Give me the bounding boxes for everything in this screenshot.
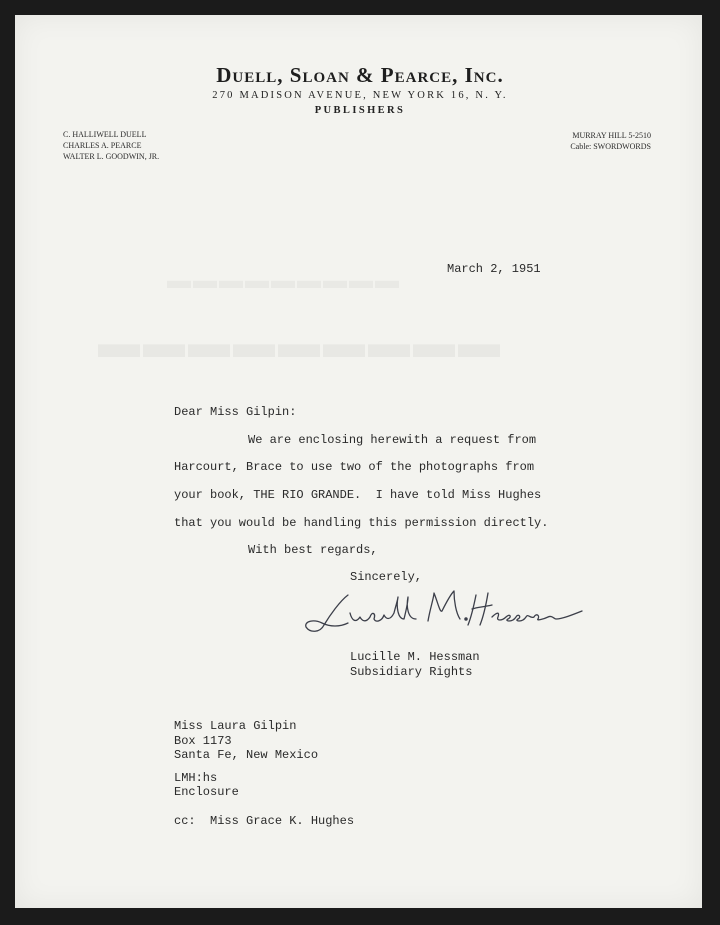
letterhead-address: 270 MADISON AVENUE, NEW YORK 16, N. Y. bbox=[212, 90, 508, 101]
recipient-line: Miss Laura Gilpin bbox=[174, 719, 297, 733]
letterhead-company-name: Duell, Sloan & Pearce, Inc. bbox=[216, 63, 504, 87]
recipient-line: Santa Fe, New Mexico bbox=[174, 748, 319, 762]
body-line: We are enclosing herewith a request from bbox=[248, 433, 537, 447]
salutation: Dear Miss Gilpin: bbox=[174, 405, 297, 419]
signer-title: Subsidiary Rights bbox=[350, 665, 473, 679]
partner-name: CHARLES A. PEARCE bbox=[63, 141, 142, 150]
enclosure-note: Enclosure bbox=[174, 785, 239, 799]
body-line: your book, THE RIO GRANDE. I have told Miss Hughes bbox=[174, 488, 542, 502]
letterhead-partners bbox=[63, 129, 159, 162]
recipient-line: Box 1173 bbox=[174, 734, 232, 748]
cc-line: cc: Miss Grace K. Hughes bbox=[174, 814, 355, 828]
body-line: that you would be handling this permission directly. bbox=[174, 516, 549, 530]
letter-date: March 2, 1951 bbox=[447, 262, 541, 276]
cable-address: Cable: SWORDWORDS bbox=[570, 142, 651, 151]
partner-name: C. HALLIWELL DUELL bbox=[63, 130, 147, 139]
handwritten-signature bbox=[300, 583, 585, 643]
closing: Sincerely, bbox=[350, 570, 423, 584]
bleed-through-mark bbox=[95, 320, 500, 368]
partner-name: WALTER L. GOODWIN, JR. bbox=[63, 152, 160, 161]
body-line: With best regards, bbox=[248, 543, 378, 557]
letterhead-contact bbox=[520, 130, 651, 152]
bleed-through-mark bbox=[165, 268, 399, 295]
signer-name: Lucille M. Hessman bbox=[350, 650, 480, 664]
typist-initials: LMH:hs bbox=[174, 771, 218, 785]
letterhead-tagline: PUBLISHERS bbox=[314, 105, 406, 116]
body-line: Harcourt, Brace to use two of the photographs from bbox=[174, 460, 535, 474]
phone-number: MURRAY HILL 5-2510 bbox=[572, 131, 651, 140]
